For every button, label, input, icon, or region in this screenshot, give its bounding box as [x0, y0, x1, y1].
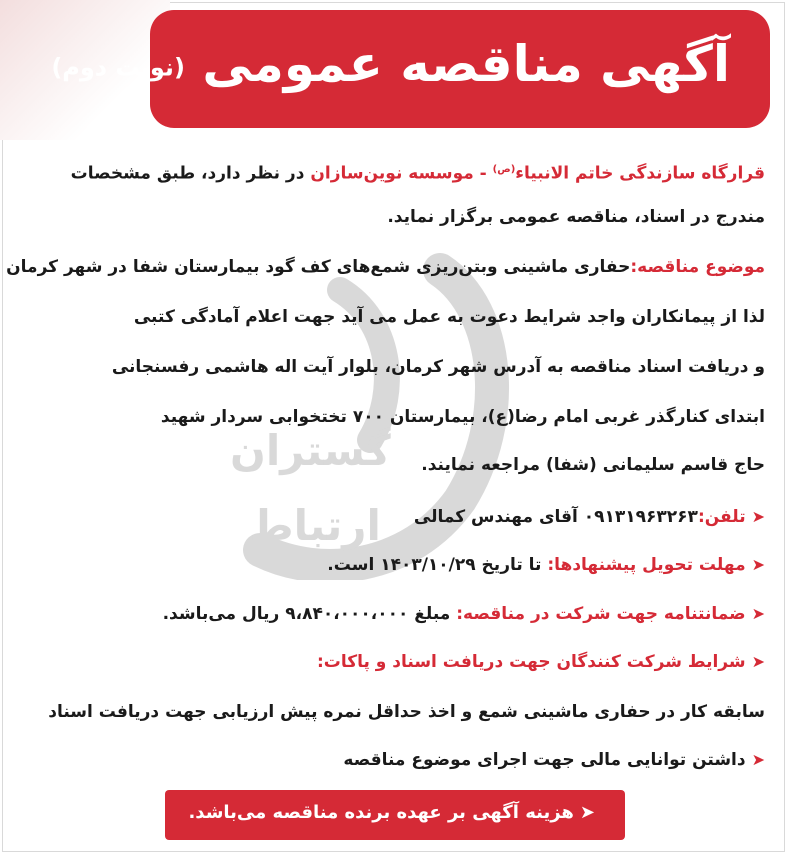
phone-text: ۰۹۱۳۱۹۶۳۲۶۳ آقای مهندس کمالی: [413, 507, 698, 527]
condition-item-1: سابقه کار در حفاری ماشینی شمع و اخذ حداقل نمره پیش ارزیابی جهت دریافت اسناد: [48, 702, 765, 722]
footer-line: [188, 802, 595, 823]
title-suffix: (نوبت دوم): [51, 53, 185, 82]
bullet-icon: ➤: [751, 652, 765, 671]
title-text: آگهی مناقصه عمومی: [202, 35, 730, 93]
guarantee-line: [30, 602, 765, 626]
phone-label: تلفن:: [697, 507, 746, 527]
intro-line-2: مندرج در اسناد، مناقصه عمومی برگزار نماید.: [387, 207, 765, 227]
org-name-1-sup: (ص): [492, 164, 516, 175]
deadline-line: [30, 553, 765, 577]
header-banner: [51, 10, 770, 128]
intro-line-1: [30, 158, 765, 186]
bullet-icon: ➤: [751, 507, 765, 526]
deadline-label: مهلت تحویل پیشنهادها:: [547, 555, 746, 575]
conditions-label: شرایط شرکت کنندگان جهت دریافت اسناد و پاکات:: [316, 652, 746, 672]
invitation-line-3: ابتدای کنارگذر غربی امام رضا(ع)، بیمارستان ۷۰۰ تختخوابی سردار شهید: [160, 407, 765, 427]
deadline-text: تا تاریخ ۱۴۰۳/۱۰/۲۹ است.: [327, 555, 548, 575]
bullet-icon: ➤: [751, 604, 765, 623]
footer-banner: [165, 790, 625, 840]
condition-item-2-text: داشتن توانایی مالی جهت اجرای موضوع مناقصه: [343, 750, 746, 770]
invitation-line-4: حاج قاسم سلیمانی (شفا) مراجعه نمایند.: [421, 455, 765, 475]
bullet-icon: ➤: [579, 802, 595, 823]
guarantee-label: ضمانتنامه جهت شرکت در مناقصه:: [456, 604, 746, 624]
bullet-icon: ➤: [751, 555, 765, 574]
guarantee-text: مبلغ ۹،۸۴۰،۰۰۰،۰۰۰ ریال می‌باشد.: [162, 604, 457, 624]
subject-label: موضوع مناقصه:: [630, 257, 765, 277]
intro-line-1-rest: در نظر دارد، طبق مشخصات: [70, 163, 311, 184]
conditions-heading: [30, 650, 765, 674]
org-name-2: موسسه نوین‌سازان: [310, 163, 474, 184]
org-name-1: قرارگاه سازندگی خاتم الانبیاء: [515, 163, 765, 184]
subject-line: [6, 255, 765, 279]
watermark-text-1: گستران: [230, 426, 391, 475]
subject-text: حفاری ماشینی وبتن‌ریزی شمع‌های کف گود بیمارستان شفا در شهر کرمان: [6, 257, 631, 277]
bullet-icon: ➤: [751, 750, 765, 769]
invitation-line-1: لذا از پیمانکاران واجد شرایط دعوت به عمل می آید جهت اعلام آمادگی کتبی: [133, 307, 765, 327]
phone-line: [30, 505, 765, 529]
invitation-line-2: و دریافت اسناد مناقصه به آدرس شهر کرمان، بلوار آیت اله هاشمی رفسنجانی: [111, 357, 765, 377]
watermark-text-2: ارتباط: [250, 501, 381, 550]
footer-text: هزینه آگهی بر عهده برنده مناقصه می‌باشد.: [188, 802, 574, 823]
org-dash: -: [473, 163, 493, 184]
header-title: [51, 34, 730, 98]
condition-item-2: [30, 748, 765, 772]
